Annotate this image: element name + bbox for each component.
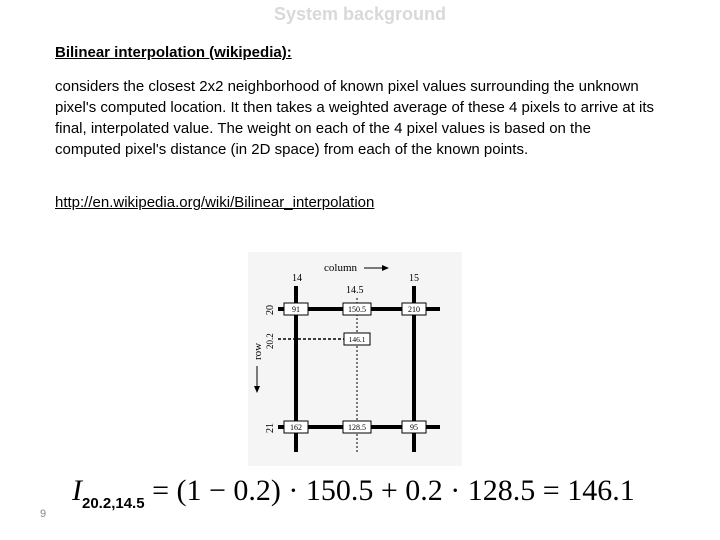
- page-number: 9: [40, 508, 47, 520]
- formula-symbol: I: [72, 474, 82, 507]
- column-label: column: [324, 262, 357, 274]
- formula-subscript: 20.2,14.5: [82, 495, 145, 512]
- wikipedia-link[interactable]: http://en.wikipedia.org/wiki/Bilinear_interpolation: [55, 194, 375, 211]
- row-label-20: 20: [265, 305, 276, 315]
- row-arrow-head: [254, 386, 260, 393]
- bilinear-diagram-svg: [248, 252, 462, 466]
- column-label-15: 15: [409, 273, 419, 284]
- value-top-left: 91: [292, 305, 300, 314]
- slide-title: System background: [273, 4, 447, 24]
- value-bottom-right: 95: [410, 423, 418, 432]
- value-bottom-left: 162: [290, 423, 302, 432]
- column-label-14-5: 14.5: [346, 285, 364, 296]
- row-label-21: 21: [265, 423, 276, 433]
- description-text: considers the closest 2x2 neighborhood of known pixel values surrounding the unknown pixel's computed location. It then takes a weighted average of these 4 pixels to arrive at its final, interpolated value. The weight on each of the 4 pixel values is based on the computed pixel's distance (in 2D space) from each of the known points.: [55, 78, 655, 158]
- row-label: row: [252, 342, 264, 360]
- row-label-20-2: 20.2: [265, 333, 275, 349]
- section-heading: Bilinear interpolation (wikipedia):: [55, 44, 292, 61]
- column-label-14: 14: [292, 273, 302, 284]
- formula-expression: = (1 − 0.2) · 150.5 + 0.2 · 128.5 = 146.1: [144, 474, 635, 507]
- value-bottom-mid: 128.5: [348, 423, 366, 432]
- interpolation-formula: [72, 474, 635, 512]
- value-center: 146.1: [348, 335, 366, 344]
- value-top-right: 210: [408, 305, 420, 314]
- bilinear-diagram: [248, 252, 462, 466]
- column-arrow-head: [382, 265, 389, 271]
- value-top-mid: 150.5: [348, 305, 366, 314]
